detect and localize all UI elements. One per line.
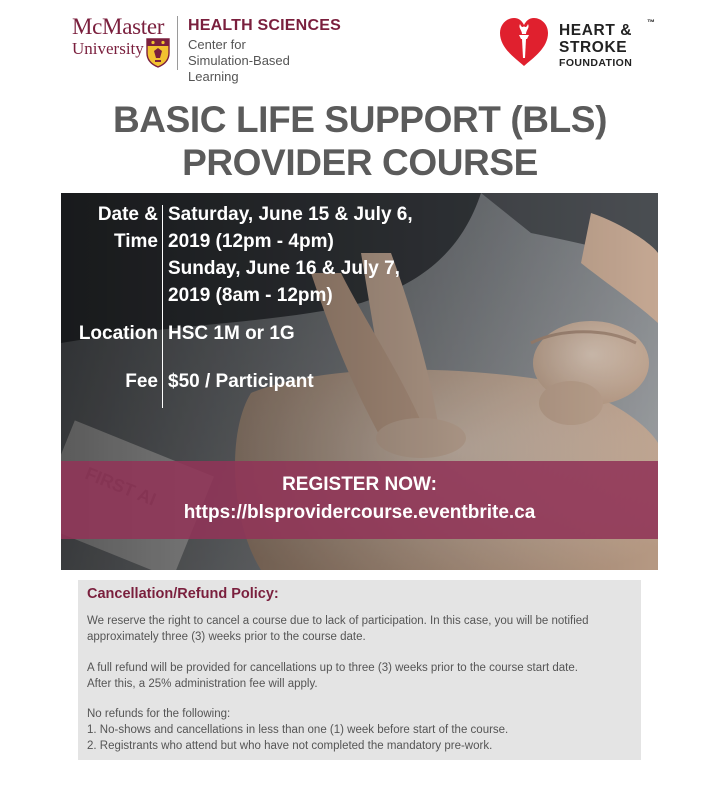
register-banner [61,461,658,539]
policy-p3-line1: No refunds for the following: [87,708,231,720]
details-divider [162,205,163,408]
date-label-line2: Time [113,231,158,252]
mcmaster-name: McMaster [72,14,165,39]
title-line2: PROVIDER COURSE [182,142,538,183]
policy-title: Cancellation/Refund Policy: [87,586,279,602]
course-details [61,193,658,463]
heart-stroke-logo [497,16,667,72]
policy-p2-line2: After this, a 25% administration fee will apply. [87,678,318,690]
logo-divider [177,16,178,70]
refund-policy-box [78,580,641,760]
date-value-line1: Saturday, June 15 & July 6, [168,204,413,225]
register-link[interactable]: https://blsprovidercourse.eventbrite.ca [183,502,536,523]
policy-p3-item2: 2. Registrants who attend but who have not completed the mandatory pre-work. [87,740,493,752]
policy-p3-item1: 1. No-shows and cancellations in less than one (1) week before start of the course. [87,724,509,736]
trademark-symbol: ™ [647,18,655,27]
page-title [0,98,720,184]
date-label-line1: Date & [97,204,158,225]
hsf-line2: STROKE [559,39,628,56]
location-label: Location [78,323,158,344]
policy-p1-line1: We reserve the right to cancel a course due to lack of participation. In this case, you will be notified [87,615,589,627]
date-value-line3: Sunday, June 16 & July 7, [168,258,400,279]
hsf-line1: HEART & [559,22,633,39]
centre-name [188,37,342,85]
hero-photo [61,193,658,570]
policy-p2-line1: A full refund will be provided for cancellations up to three (3) weeks prior to the course start date. [87,662,578,674]
faculty-name: HEALTH SCIENCES [188,17,341,34]
mcmaster-logo [72,14,342,84]
date-value-line4: 2019 (8am - 12pm) [168,285,333,306]
date-value-line2: 2019 (12pm - 4pm) [168,231,334,252]
policy-paragraph-1 [87,613,589,645]
heart-stroke-wordmark [559,22,632,70]
centre-name-line1: Center for [188,37,246,52]
location-value: HSC 1M or 1G [168,323,295,344]
policy-paragraph-3 [87,706,508,754]
hsf-line3: FOUNDATION [559,57,633,69]
title-line1: BASIC LIFE SUPPORT (BLS) [112,99,608,140]
fee-value: $50 / Participant [168,371,314,392]
policy-p1-line2: approximately three (3) weeks prior to the course date. [87,631,366,643]
centre-name-line2: Simulation-Based Learning [188,53,290,84]
register-heading: REGISTER NOW: [282,474,437,495]
policy-paragraph-2 [87,660,578,692]
university-name: University [72,39,144,58]
mcmaster-crest-icon [146,38,170,68]
fee-label: Fee [125,371,158,392]
heart-torch-icon [497,16,551,70]
